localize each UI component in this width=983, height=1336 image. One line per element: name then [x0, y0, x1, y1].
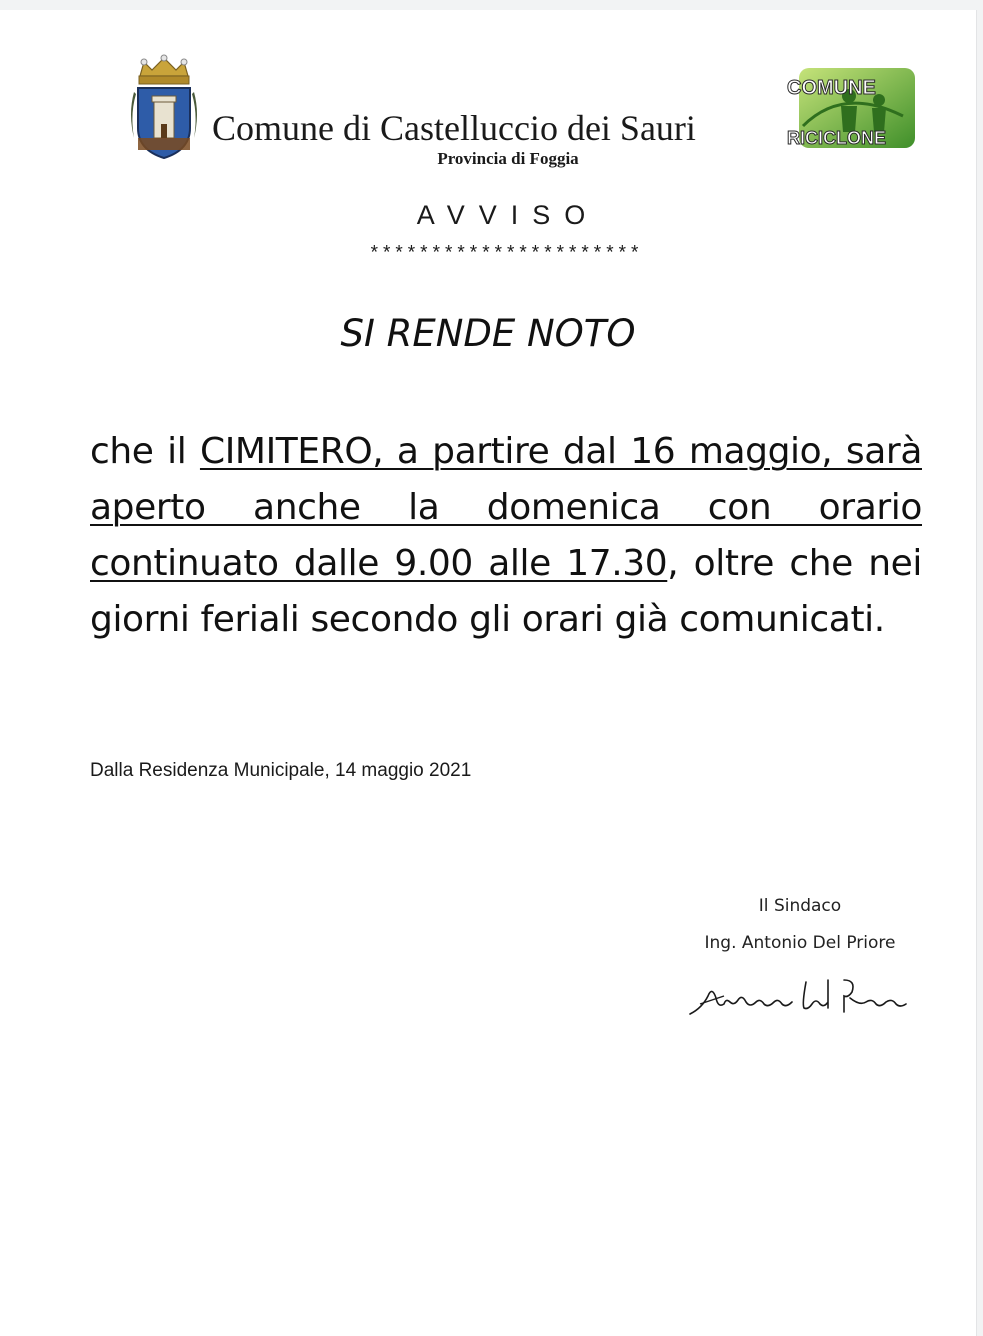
signatory-title: Il Sindaco [758, 896, 842, 916]
document-page [0, 10, 977, 1336]
handwritten-signature [678, 968, 914, 1024]
notice-label: AVVISO [416, 200, 600, 230]
notice-body-lead: che il [90, 431, 200, 472]
comune-riciclone-logo [783, 66, 919, 150]
signatory-name: Ing. Antonio Del Priore [704, 933, 896, 953]
notice-heading: SI RENDE NOTO [340, 312, 636, 355]
notice-body-underlined: CIMITERO, a partire dal 16 maggio, sarà aperto anche la domenica con orario continuato dalle 9.00 alle 17.30 [90, 431, 922, 584]
asterisk-separator: ********************** [368, 243, 642, 265]
notice-body-tail: , oltre che nei giorni feriali secondo gli orari già comunicati. [90, 543, 922, 640]
municipality-title: Comune di Castelluccio dei Sauri [212, 108, 696, 148]
municipal-crest-logo [126, 54, 202, 162]
logo-line-riciclone: RICICLONE [787, 128, 886, 148]
dateline: Dalla Residenza Municipale, 14 maggio 2021 [90, 760, 472, 781]
notice-body [90, 424, 922, 648]
logo-line-comune: COMUNE [787, 77, 876, 99]
province-subtitle: Provincia di Foggia [437, 149, 579, 168]
